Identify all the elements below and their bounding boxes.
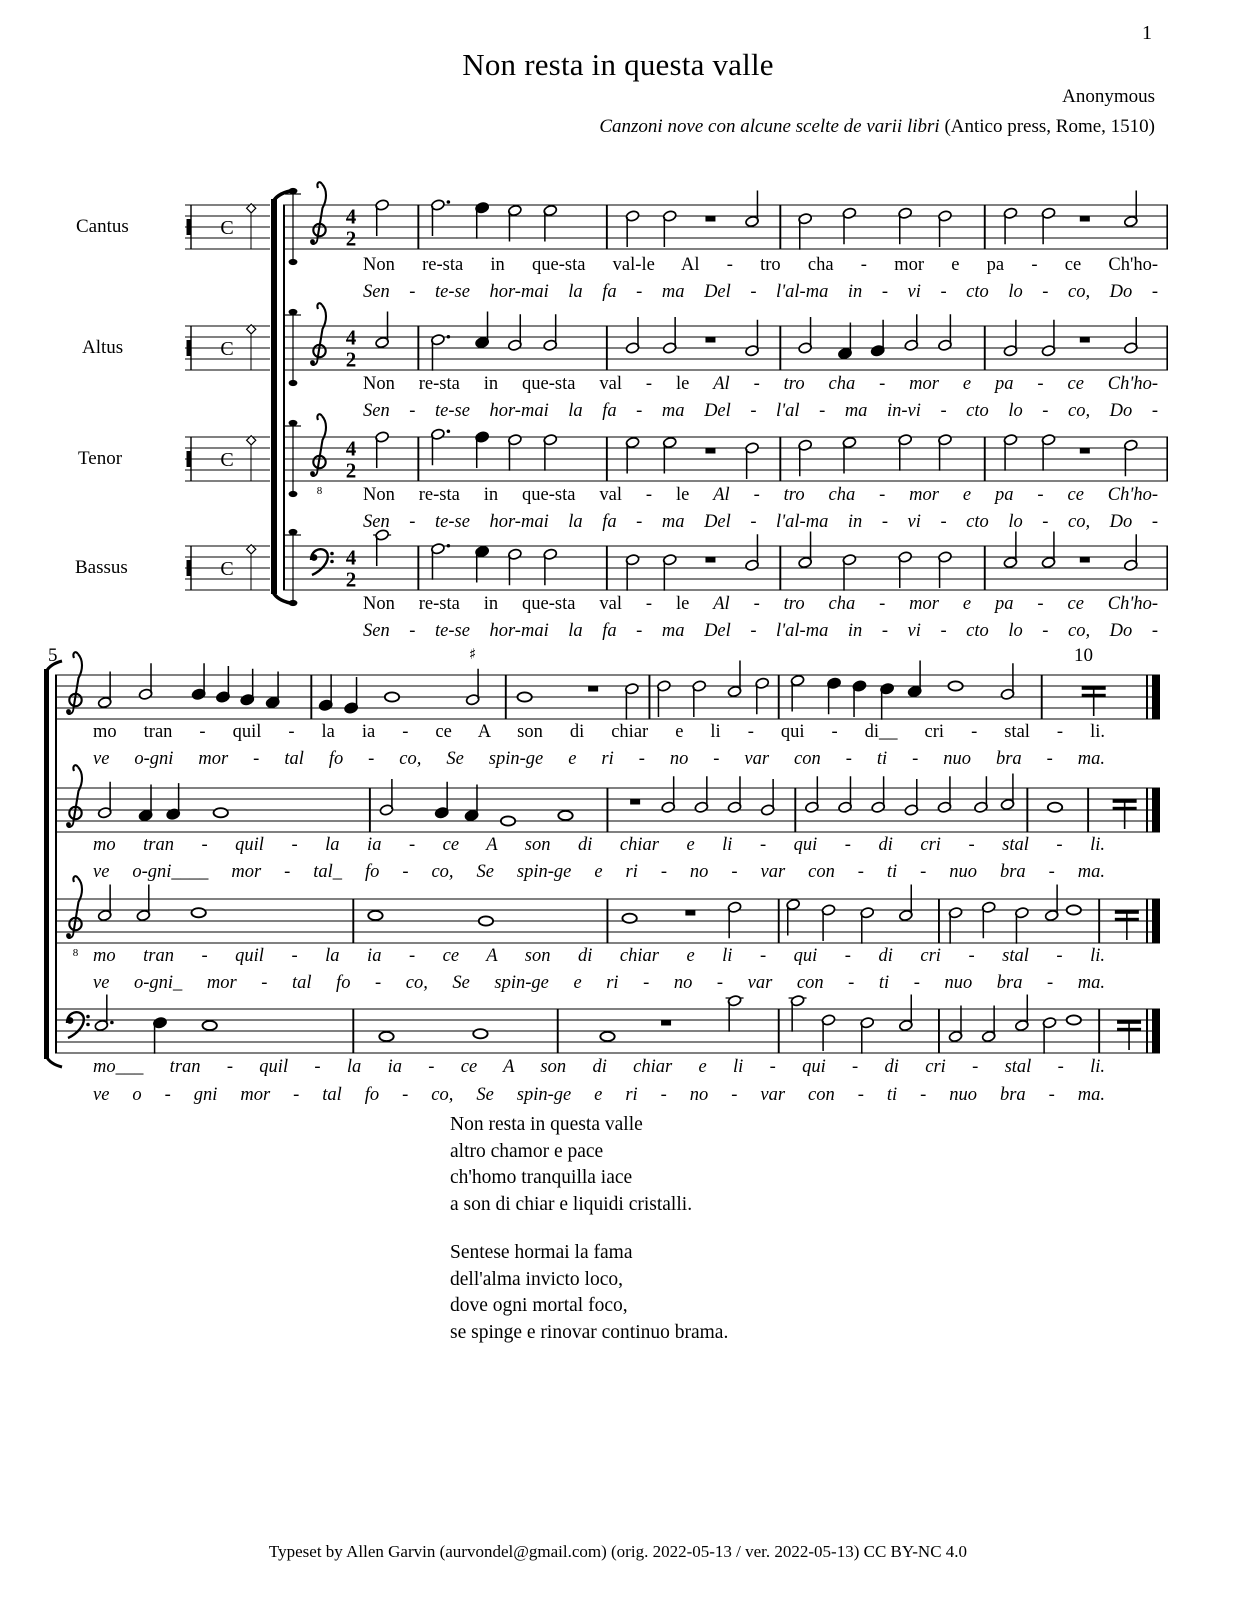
svg-text:4: 4 [345,436,357,461]
lyric-italic: Sen - te-se hor-mai la fa - ma Del - l'al-ma in - vi - cto lo - co, Do - [363,621,1158,641]
lyric-italic: Sen - te-se hor-mai la fa - ma Del - l'al - ma in-vi - cto lo - co, Do - [363,401,1158,421]
lyric-italic: ve o - gni mor - tal fo - co, Se spin-ge e ri - no - var con - ti - nuo bra - ma. [93,1085,1105,1105]
incipit-staff-altus [185,296,270,411]
lyrics-cantus-s1-v1 [363,255,1158,276]
poem-line: se spinge e rinovar continuo brama. [450,1321,729,1343]
voice-label-tenor: Tenor [78,448,123,469]
measure-number-5: 5 [48,645,58,666]
poem-line: altro chamor e pace [450,1140,604,1162]
incipit-staff-cantus [185,175,270,290]
poem-line: dove ogni mortal foco, [450,1295,628,1316]
svg-text:2: 2 [345,567,357,592]
svg-text:C: C [220,217,234,239]
lyrics-altus-s1-v1 [363,374,1158,395]
incipit-svg-c1 [185,175,270,290]
lyric-roman: Non re-sta in que-sta val-le Al - tro cha - mor e pa - ce Ch'ho- [363,255,1158,275]
lyric-roman: Non re-sta in que-sta val - le [363,374,690,394]
poem-line: Sentese hormai la fama [450,1242,633,1263]
svg-text:C: C [220,449,234,471]
page-title: Non resta in questa valle [462,47,774,82]
svg-text:2: 2 [345,347,357,372]
incipit-staff-bassus [185,516,270,631]
lyrics-cantus-s1-v2 [363,282,1158,303]
lyric-italic: ve o-gni____ mor - tal_ fo - co, Se spin-ge e ri - no - var con - ti - nuo bra - ma. [93,862,1105,882]
voice-label-cantus: Cantus [76,216,129,237]
lyrics-altus-s2-v2 [93,862,1105,883]
poem-line: dell'alma invicto loco, [450,1268,624,1290]
svg-text:2: 2 [345,458,357,483]
page-number: 1 [1142,22,1152,44]
lyric-italic: mo___ tran - quil - la ia - ce A son di chiar e li - qui - di cri - stal - li. [93,1057,1105,1077]
incipit-staff-tenor [185,407,270,522]
poem-stanza-2 [450,1240,728,1346]
lyric-roman: Non re-sta in que-sta val - le [363,485,690,505]
lyric-italic: ve o-gni_ mor - tal fo - co, Se spin-ge e ri - no - var con - ti - nuo bra - ma. [93,973,1105,993]
svg-text:C: C [220,338,234,360]
lyric-italic: ve o-gni mor - tal fo - co, Se spin-ge e ri - no - var con - ti - nuo bra - ma. [93,749,1105,769]
source-line [599,116,1155,138]
lyrics-bassus-s1-v1 [363,594,1158,615]
svg-text:4: 4 [345,325,357,350]
lyrics-bassus-s1-v2 [363,621,1158,642]
poem-line: ch'homo tranquilla iace [450,1167,633,1188]
svg-text:4: 4 [345,545,357,570]
measure-number-10: 10 [1074,645,1093,666]
lyrics-tenor-s1-v1 [363,485,1158,506]
svg-text:C: C [220,558,234,580]
lyric-italic: mo tran - quil - la ia - ce A son di chiar e li - qui - di cri - stal - li. [93,946,1105,966]
incipit-svg-t1 [185,407,270,522]
lyrics-bassus-s2-v1 [93,1057,1105,1078]
svg-text:8: 8 [316,485,323,497]
typeset-credit: Typeset by Allen Garvin (aurvondel@gmail.com) (orig. 2022-05-13 / ver. 2022-05-13) CC BY-NC 4.0 [268,1542,968,1561]
lyrics-altus-s2-v1 [93,835,1105,856]
lyric-italic: Al - tro cha - mor e pa - ce Ch'ho- [713,374,1159,394]
svg-text:8: 8 [72,947,79,959]
lyrics-tenor-s2-v2 [93,973,1105,994]
poem-block [450,1112,728,1346]
composer-name: Anonymous [1062,86,1155,107]
lyrics-tenor-s1-v2 [363,512,1158,533]
lyrics-cantus-s2-v1 [93,722,1105,743]
lyrics-tenor-s2-v1 [93,946,1105,967]
lyric-roman: Non re-sta in que-sta val - le [363,594,690,614]
svg-text:4: 4 [345,204,357,229]
poem-line: a son di chiar e liquidi cristalli. [450,1193,693,1215]
source-detail: (Antico press, Rome, 1510) [939,116,1155,137]
svg-text:2: 2 [345,226,357,251]
poem-line: Non resta in questa valle [450,1114,643,1135]
incipit-svg-a1 [185,296,270,411]
source-title: Canzoni nove con alcune scelte de varii libri [599,116,940,137]
lyric-roman: mo tran - quil - la ia - ce A son di chiar e li - qui - di__ cri - stal - li. [93,722,1105,742]
lyrics-cantus-s2-v2 [93,749,1105,770]
lyric-italic: mo tran - quil - la ia - ce A son di chiar e li - qui - di cri - stal - li. [93,835,1105,855]
lyric-italic: Sen - te-se hor-mai la fa - ma Del - l'al-ma in - vi - cto lo - co, Do - [363,512,1158,532]
lyric-italic: Sen - te-se hor-mai la fa - ma Del - l'al-ma in - vi - cto lo - co, Do - [363,282,1158,302]
lyrics-altus-s1-v2 [363,401,1158,422]
voice-label-bassus: Bassus [75,557,128,578]
svg-text:♯: ♯ [469,645,477,663]
lyrics-bassus-s2-v2 [93,1085,1105,1106]
lyric-italic: Al - tro cha - mor e pa - ce Ch'ho- [713,485,1159,505]
incipit-svg-b1 [185,516,270,631]
voice-label-altus: Altus [82,337,124,358]
poem-stanza-1 [450,1112,728,1218]
lyric-italic: Al - tro cha - mor e pa - ce Ch'ho- [713,594,1159,614]
